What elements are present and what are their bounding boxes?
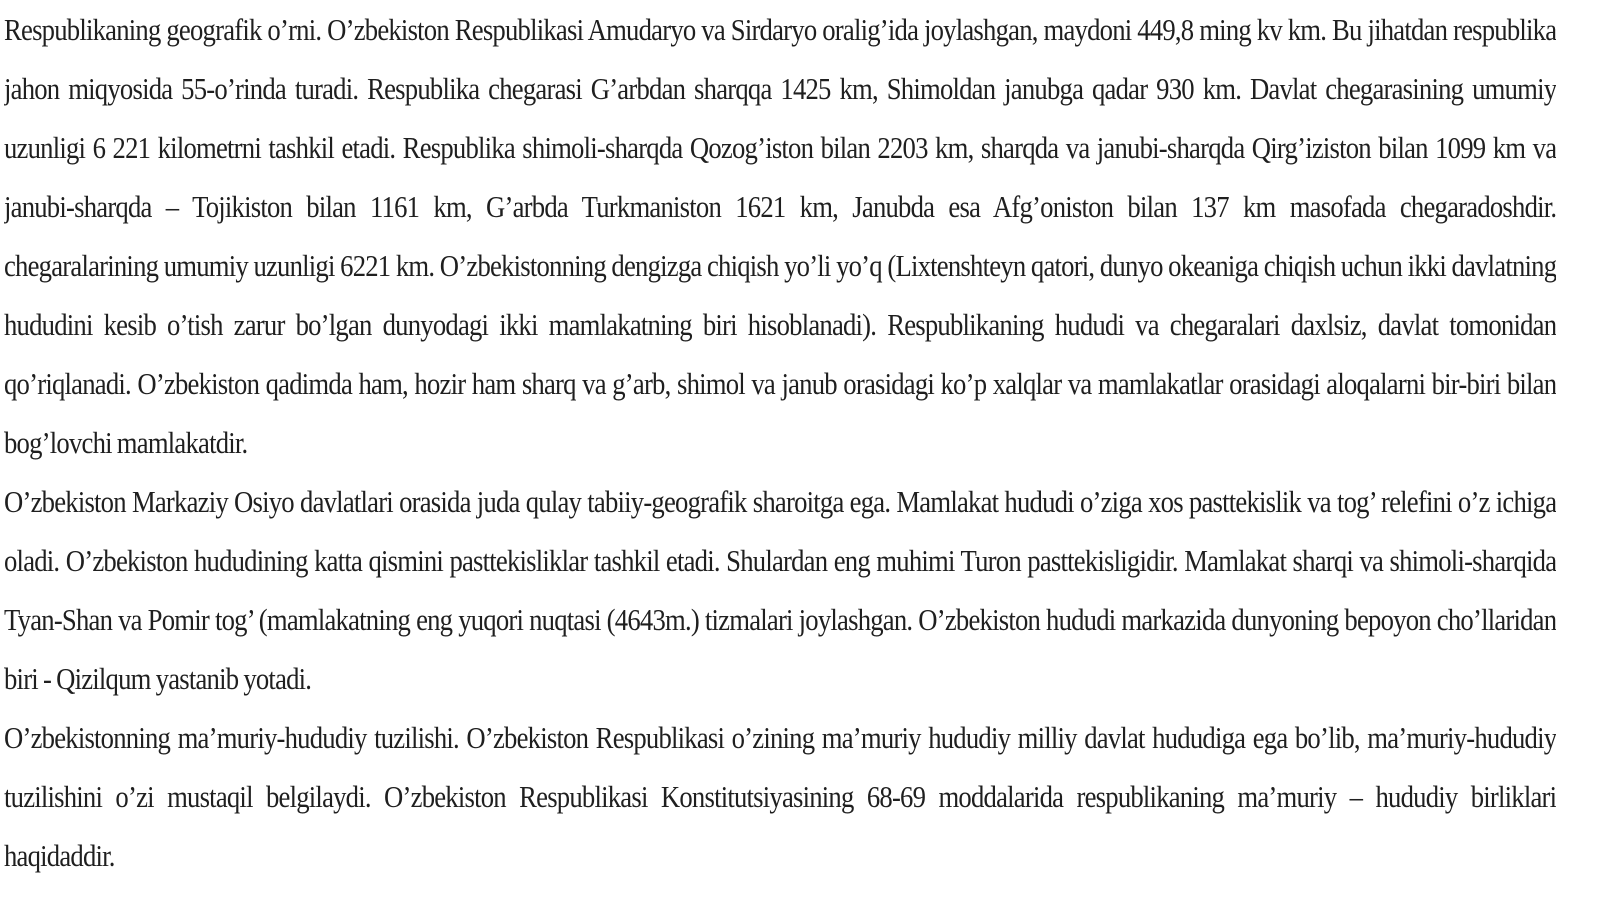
paragraph-natural-conditions: O’zbekiston Markaziy Osiyo davlatlari orasida juda qulay tabiiy-geografik sharoitga ega. Mamlakat hududi o’ziga xos pasttekislik va tog’ relefini o’z ichiga oladi. O’zbekiston hududining katta qismini pasttekisliklar tashkil etadi. Shulardan eng muhimi Turon pasttekisligidir. Mamlakat sharqi va shimoli-sharqida Tyan-Shan va Pomir tog’ (mamlakatning eng yuqori nuqtasi (4643m.) tizmalari joylashgan. O’zbekiston hududi markazida dunyoning bepoyon cho’llaridan biri - Qizilqum yastanib yotadi. [4, 484, 1556, 696]
document-body [4, 0, 1556, 899]
paragraph-geographic-position: Respublikaning geografik o’rni. O’zbekiston Respublikasi Amudaryo va Sirdaryo oralig’ida joylashgan, maydoni 449,8 ming kv km. Bu jihatdan respublika jahon miqyosida 55-o’rinda turadi. Respublika chegarasi G’arbdan sharqqa 1425 km, Shimoldan janubga qadar 930 km. Davlat chegarasining umumiy uzunligi 6 221 kilometrni tashkil etadi. Respublika shimoli-sharqda Qozog’iston bilan 2203 km, sharqda va janubi-sharqda Qirg’iziston bilan 1099 km va janubi-sharqda – Tojikiston bilan 1161 km, G’arbda Turkmaniston 1621 km, Janubda esa Afg’oniston bilan 137 km masofada chegaradoshdir. chegaralarining umumiy uzunligi 6221 km. O’zbekistonning dengizga chiqish yo’li yo’q (Lixtenshteyn qatori, dunyo okeaniga chiqish uchun ikki davlatning hududini kesib o’tish zarur bo’lgan dunyodagi ikki mamlakatning biri hisoblanadi). Respublikaning hududi va chegaralari daxlsiz, davlat tomonidan qo’riqlanadi. O’zbekiston qadimda ham, hozir ham sharq va g’arb, shimol va janub orasidagi ko’p xalqlar va mamlakatlar orasidagi aloqalarni bir-biri bilan bog’lovchi mamlakatdir. [4, 12, 1556, 460]
paragraph-administrative-structure: O’zbekistonning ma’muriy-hududiy tuzilishi. O’zbekiston Respublikasi o’zining ma’muriy hududiy milliy davlat hududiga ega bo’lib, ma’muriy-hududiy tuzilishini o’zi mustaqil belgilaydi. O’zbekiston Respublikasi Konstitutsiyasining 68-69 moddalarida respublikaning ma’muriy – hududiy birliklari haqidaddir. [4, 720, 1556, 873]
